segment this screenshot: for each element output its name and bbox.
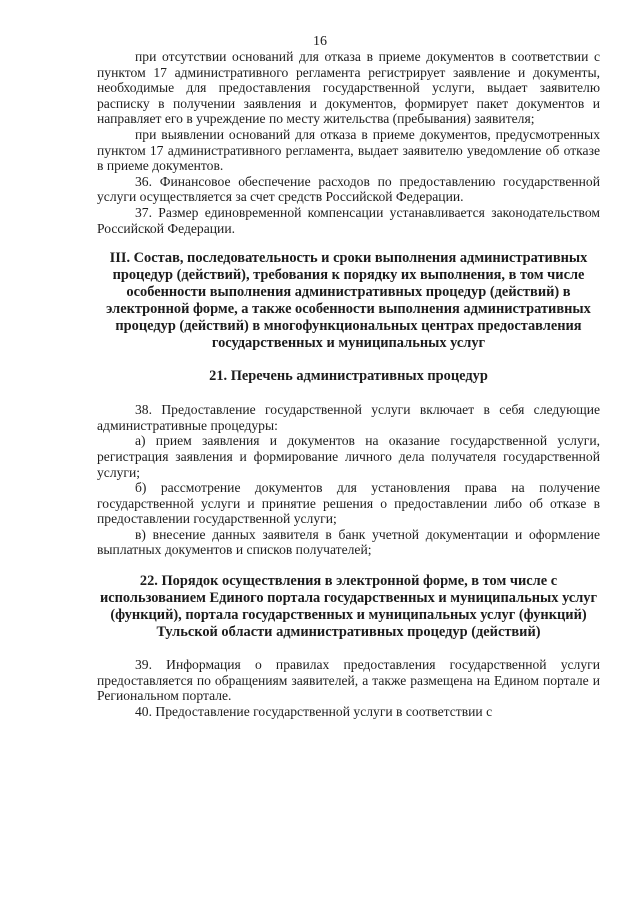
section-3-heading: III. Состав, последовательность и сроки выполнения административных процедур (действий), требования к порядку их выполнения, в том числе особенности выполнения административных процедур (действий) в электронной форме, а также особенности выполнения административных процедур (действий) в многофункциональных центрах предоставления государственных и муниципальных услуг bbox=[106, 250, 591, 352]
paragraph: 39. Информация о правилах предоставления государственной услуги предоставляется по обращениям заявителей, а также размещена на Едином портале и Региональном портале. bbox=[97, 657, 600, 704]
list-item: а) прием заявления и документов на оказание государственной услуги, регистрация заявления и формирование личного дела получателя государственной услуги; bbox=[97, 433, 600, 480]
page-number: 16 bbox=[313, 34, 327, 49]
paragraph: при выявлении оснований для отказа в приеме документов, предусмотренных пунктом 17 административного регламента, выдает заявителю уведомление об отказе в приеме документов. bbox=[97, 126, 600, 174]
paragraph: 37. Размер единовременной компенсации устанавливается законодательством Российской Федерации. bbox=[97, 204, 600, 236]
list-item: в) внесение данных заявителя в банк учетной документации и оформление выплатных документов и списков получателей; bbox=[97, 526, 600, 558]
subsection-22-heading: 22. Порядок осуществления в электронной форме, в том числе с использованием Единого портала государственных и муниципальных услуг (функций), портала государственных и муниципальных услуг (функций) Тульской области административных процедур (действий) bbox=[99, 573, 598, 641]
paragraph: 36. Финансовое обеспечение расходов по предоставлению государственной услуги осуществляется за счет средств Российской Федерации. bbox=[97, 173, 600, 205]
paragraph: при отсутствии оснований для отказа в приеме документов в соответствии с пунктом 17 административного регламента регистрирует заявление и документы, необходимые для предоставления государственной услуги, выдает заявителю расписку в получении заявления и документов, формирует пакет документов и направляет его в учреждение по месту жительства (пребывания) заявителя; bbox=[97, 49, 600, 127]
paragraph: 40. Предоставление государственной услуги в соответствии с bbox=[135, 703, 493, 719]
subsection-21-heading: 21. Перечень административных процедур bbox=[209, 368, 488, 385]
page-content bbox=[97, 49, 600, 719]
paragraph: 38. Предоставление государственной услуги включает в себя следующие административные процедуры: bbox=[97, 402, 600, 433]
list-item: б) рассмотрение документов для установления права на получение государственной услуги и принятие решения о предоставлении либо об отказе в предоставлении государственной услуги; bbox=[97, 480, 600, 527]
